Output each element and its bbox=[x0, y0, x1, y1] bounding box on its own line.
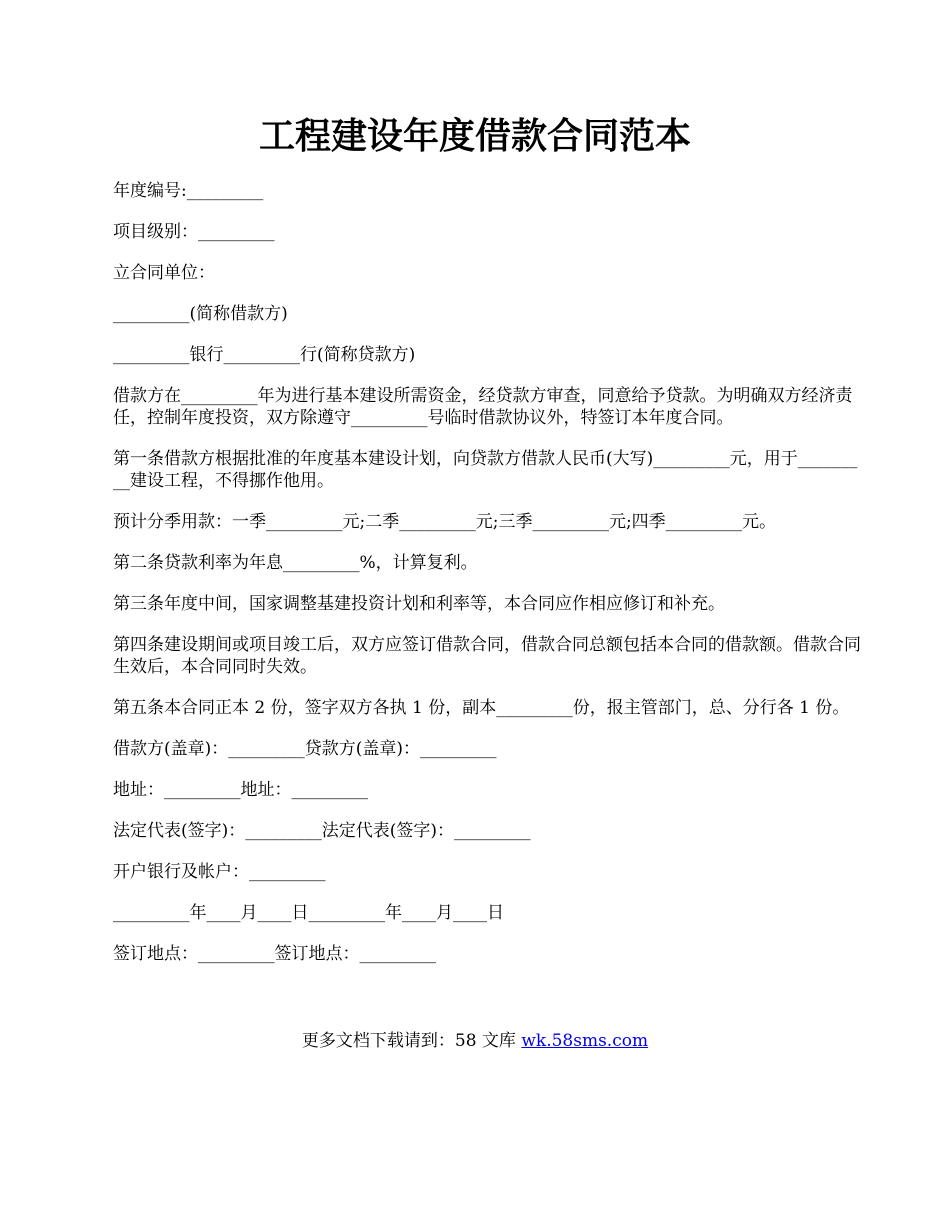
paragraph-borrower: _________(简称借款方) bbox=[113, 304, 288, 324]
document-body bbox=[113, 180, 863, 984]
footer bbox=[0, 1030, 950, 1052]
paragraph-bank-account: 开户银行及帐户：_________ bbox=[113, 862, 326, 882]
paragraph-addresses: 地址：_________地址：_________ bbox=[113, 780, 368, 800]
paragraph-article-4: 第四条建设期间或项目竣工后，双方应签订借款合同，借款合同总额包括本合同的借款额。借款合同生效后，本合同同时失效。 bbox=[113, 635, 861, 677]
paragraph-quarterly-usage: 预计分季用款：一季_________元;二季_________元;三季_________元;四季_________元。 bbox=[113, 512, 777, 532]
paragraph-article-2: 第二条贷款利率为年息_________%，计算复利。 bbox=[113, 553, 478, 573]
footer-link[interactable]: wk.58sms.com bbox=[521, 1031, 649, 1051]
paragraph-article-5: 第五条本合同正本 2 份，签字双方各执 1 份，副本_________份，报主管部门，总、分行各 1 份。 bbox=[113, 698, 850, 718]
paragraph-preamble: 借款方在_________年为进行基本建设所需资金，经贷款方审查，同意给予贷款。为明确双方经济责任，控制年度投资，双方除遵守_________号临时借款协议外，特签订本年度合同。 bbox=[113, 386, 853, 428]
paragraph-article-3: 第三条年度中间，国家调整基建投资计划和利率等，本合同应作相应修订和补充。 bbox=[113, 594, 725, 614]
footer-text: 更多文档下载请到：58 文库 bbox=[301, 1031, 522, 1051]
paragraph-annual-number: 年度编号:_________ bbox=[113, 181, 264, 201]
paragraph-contracting-parties: 立合同单位： bbox=[113, 263, 215, 283]
paragraph-dates: _________年____月____日_________年____月____日 bbox=[113, 903, 504, 923]
paragraph-signing-places: 签订地点：_________签订地点：_________ bbox=[113, 944, 436, 964]
paragraph-lender: _________银行_________行(简称贷款方) bbox=[113, 345, 416, 365]
paragraph-article-1: 第一条借款方根据批准的年度基本建设计划，向贷款方借款人民币(大写)_________元，用于_________建设工程，不得挪作他用。 bbox=[113, 449, 858, 491]
paragraph-project-level: 项目级别：_________ bbox=[113, 222, 275, 242]
paragraph-legal-representatives: 法定代表(签字)：_________法定代表(签字)：_________ bbox=[113, 821, 531, 841]
document-title: 工程建设年度借款合同范本 bbox=[258, 115, 691, 157]
paragraph-seals: 借款方(盖章)：_________贷款方(盖章)：_________ bbox=[113, 739, 497, 759]
